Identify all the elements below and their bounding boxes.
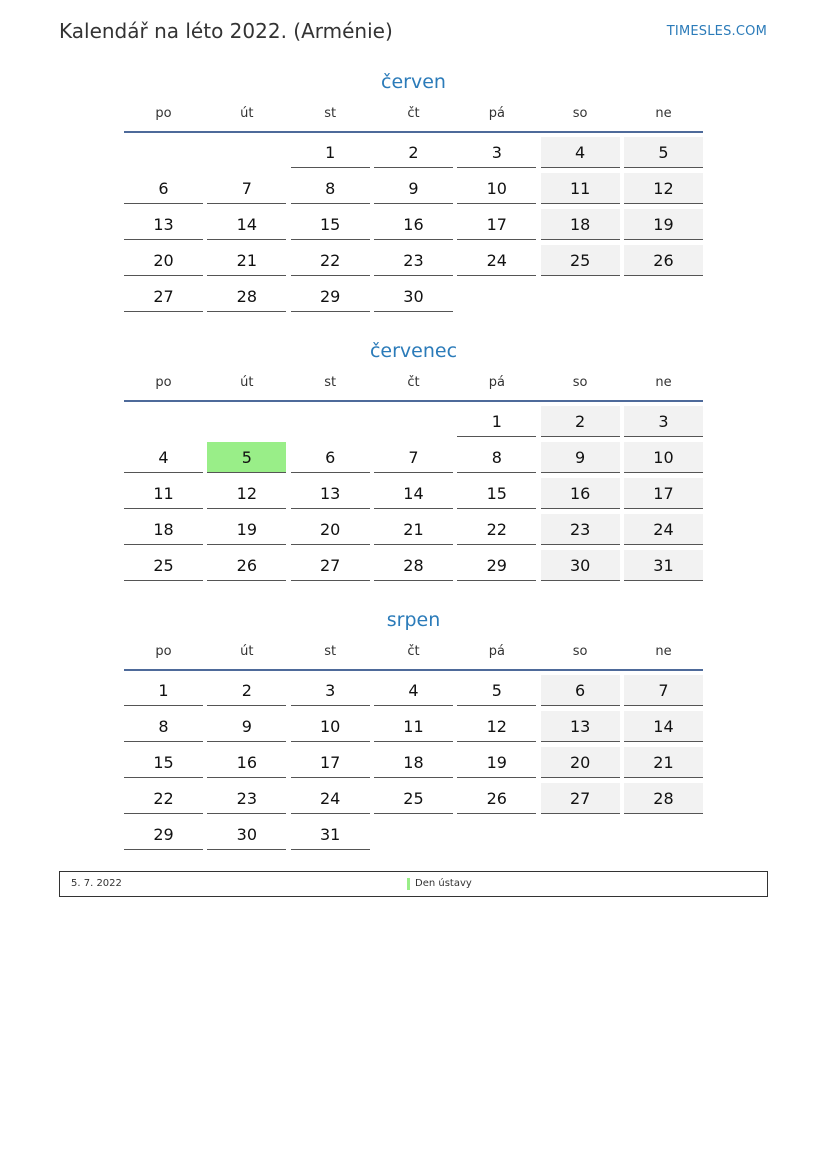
day-cell: 30 <box>207 819 286 850</box>
day-cell: 23 <box>374 245 453 276</box>
header-rule <box>124 400 703 402</box>
day-cell: 28 <box>374 550 453 581</box>
day-cell: 24 <box>291 783 370 814</box>
day-cell: 24 <box>624 514 703 545</box>
day-cell: 2 <box>207 675 286 706</box>
day-cell: 13 <box>124 209 203 240</box>
month-title: červenec <box>369 340 458 362</box>
day-cell: 17 <box>291 747 370 778</box>
page-title: Kalendář na léto 2022. (Arménie) <box>59 19 393 43</box>
weekday-label: ne <box>655 106 672 121</box>
day-cell: 13 <box>291 478 370 509</box>
day-cell: 4 <box>374 675 453 706</box>
site-link[interactable]: TIMESLES.COM <box>666 24 767 39</box>
day-cell: 6 <box>124 173 203 204</box>
day-cell: 8 <box>457 442 536 473</box>
day-cell: 6 <box>541 675 620 706</box>
day-cell: 31 <box>291 819 370 850</box>
week-row <box>124 281 703 317</box>
week-row <box>124 550 703 586</box>
day-cell: 19 <box>457 747 536 778</box>
weekday-label: ne <box>655 375 672 390</box>
week-row <box>124 406 703 442</box>
day-grid <box>124 675 703 855</box>
day-cell: 27 <box>291 550 370 581</box>
day-cell: 8 <box>291 173 370 204</box>
weekday-label: pá <box>488 644 505 659</box>
day-cell: 14 <box>207 209 286 240</box>
header-rule <box>124 131 703 133</box>
month-title: srpen <box>386 609 441 631</box>
day-cell: 19 <box>207 514 286 545</box>
empty-day-cell <box>124 406 203 437</box>
day-cell: 14 <box>624 711 703 742</box>
day-grid <box>124 137 703 317</box>
empty-day-cell <box>541 819 620 850</box>
weekday-label: ne <box>655 644 672 659</box>
day-cell: 28 <box>207 281 286 312</box>
day-cell: 31 <box>624 550 703 581</box>
empty-day-cell <box>624 819 703 850</box>
empty-day-cell <box>374 406 453 437</box>
holiday-legend <box>59 871 768 897</box>
weekday-header <box>124 371 703 395</box>
day-cell: 2 <box>541 406 620 437</box>
week-row <box>124 478 703 514</box>
day-cell: 7 <box>624 675 703 706</box>
day-cell: 1 <box>291 137 370 168</box>
day-cell: 4 <box>124 442 203 473</box>
week-row <box>124 514 703 550</box>
day-cell: 22 <box>457 514 536 545</box>
day-cell: 18 <box>374 747 453 778</box>
week-row <box>124 711 703 747</box>
day-cell: 23 <box>541 514 620 545</box>
header-rule <box>124 669 703 671</box>
day-cell: 7 <box>207 173 286 204</box>
week-row <box>124 209 703 245</box>
day-cell: 12 <box>207 478 286 509</box>
empty-day-cell <box>624 281 703 312</box>
weekday-label: út <box>240 644 254 659</box>
day-cell: 17 <box>457 209 536 240</box>
day-cell: 9 <box>207 711 286 742</box>
day-cell: 10 <box>291 711 370 742</box>
holiday-marker <box>407 878 410 890</box>
weekday-label: pá <box>488 106 505 121</box>
day-cell: 26 <box>624 245 703 276</box>
legend-holiday-name: Den ústavy <box>415 878 472 889</box>
day-cell: 17 <box>624 478 703 509</box>
day-cell: 26 <box>207 550 286 581</box>
day-cell: 21 <box>374 514 453 545</box>
day-cell: 8 <box>124 711 203 742</box>
day-cell: 26 <box>457 783 536 814</box>
day-cell: 7 <box>374 442 453 473</box>
day-cell: 10 <box>457 173 536 204</box>
weekday-label: st <box>324 644 337 659</box>
day-grid <box>124 406 703 586</box>
month-title: červen <box>381 71 446 93</box>
weekday-header <box>124 102 703 126</box>
weekday-label: út <box>240 375 254 390</box>
day-cell: 1 <box>124 675 203 706</box>
month-july <box>124 338 703 586</box>
day-cell: 5 <box>457 675 536 706</box>
weekday-label: po <box>155 644 172 659</box>
week-row <box>124 747 703 783</box>
day-cell: 12 <box>624 173 703 204</box>
empty-day-cell <box>541 281 620 312</box>
day-cell: 21 <box>624 747 703 778</box>
day-cell: 11 <box>124 478 203 509</box>
day-cell: 4 <box>541 137 620 168</box>
day-cell: 25 <box>541 245 620 276</box>
day-cell: 16 <box>374 209 453 240</box>
week-row <box>124 137 703 173</box>
empty-day-cell <box>124 137 203 168</box>
day-cell: 18 <box>541 209 620 240</box>
legend-date: 5. 7. 2022 <box>71 878 122 889</box>
day-cell: 11 <box>374 711 453 742</box>
day-cell: 30 <box>374 281 453 312</box>
day-cell: 10 <box>624 442 703 473</box>
empty-day-cell <box>207 137 286 168</box>
day-cell: 3 <box>457 137 536 168</box>
weekday-label: so <box>572 375 588 390</box>
week-row <box>124 783 703 819</box>
weekday-label: st <box>324 106 337 121</box>
month-june <box>124 69 703 317</box>
day-cell: 2 <box>374 137 453 168</box>
day-cell: 15 <box>291 209 370 240</box>
day-cell: 29 <box>457 550 536 581</box>
day-cell: 15 <box>457 478 536 509</box>
day-cell: 27 <box>541 783 620 814</box>
day-cell: 27 <box>124 281 203 312</box>
month-august <box>124 607 703 855</box>
week-row <box>124 245 703 281</box>
day-cell: 9 <box>374 173 453 204</box>
weekday-label: čt <box>407 644 420 659</box>
day-cell: 11 <box>541 173 620 204</box>
day-cell: 14 <box>374 478 453 509</box>
empty-day-cell <box>457 819 536 850</box>
day-cell: 18 <box>124 514 203 545</box>
day-cell: 20 <box>541 747 620 778</box>
day-cell: 12 <box>457 711 536 742</box>
day-cell: 15 <box>124 747 203 778</box>
day-cell: 16 <box>207 747 286 778</box>
day-cell: 23 <box>207 783 286 814</box>
empty-day-cell <box>291 406 370 437</box>
day-cell: 29 <box>124 819 203 850</box>
day-cell: 3 <box>291 675 370 706</box>
day-cell: 29 <box>291 281 370 312</box>
day-cell: 21 <box>207 245 286 276</box>
day-cell: 25 <box>374 783 453 814</box>
weekday-label: pá <box>488 375 505 390</box>
holiday-day-cell: 5 <box>207 442 286 473</box>
day-cell: 22 <box>291 245 370 276</box>
weekday-label: po <box>155 375 172 390</box>
day-cell: 6 <box>291 442 370 473</box>
empty-day-cell <box>207 406 286 437</box>
weekday-label: so <box>572 644 588 659</box>
weekday-label: po <box>155 106 172 121</box>
day-cell: 9 <box>541 442 620 473</box>
day-cell: 13 <box>541 711 620 742</box>
weekday-label: so <box>572 106 588 121</box>
day-cell: 5 <box>624 137 703 168</box>
day-cell: 20 <box>291 514 370 545</box>
day-cell: 19 <box>624 209 703 240</box>
weekday-label: st <box>324 375 337 390</box>
day-cell: 30 <box>541 550 620 581</box>
empty-day-cell <box>457 281 536 312</box>
day-cell: 28 <box>624 783 703 814</box>
day-cell: 22 <box>124 783 203 814</box>
week-row <box>124 442 703 478</box>
weekday-label: čt <box>407 375 420 390</box>
day-cell: 16 <box>541 478 620 509</box>
week-row <box>124 819 703 855</box>
day-cell: 24 <box>457 245 536 276</box>
day-cell: 1 <box>457 406 536 437</box>
day-cell: 3 <box>624 406 703 437</box>
week-row <box>124 173 703 209</box>
weekday-label: út <box>240 106 254 121</box>
weekday-header <box>124 640 703 664</box>
day-cell: 25 <box>124 550 203 581</box>
week-row <box>124 675 703 711</box>
day-cell: 20 <box>124 245 203 276</box>
weekday-label: čt <box>407 106 420 121</box>
empty-day-cell <box>374 819 453 850</box>
